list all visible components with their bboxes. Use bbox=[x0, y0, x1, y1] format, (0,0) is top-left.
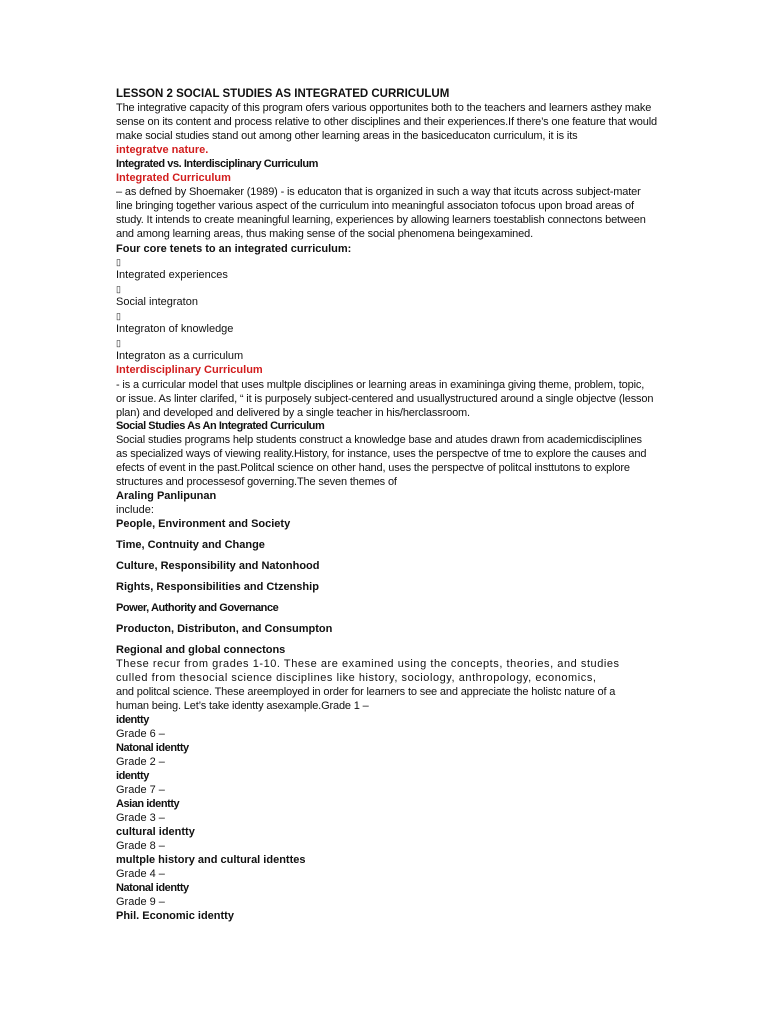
tenet-item: Integraton as a curriculum bbox=[116, 350, 244, 362]
ss-integrated-line: structures and processesof governing.The seven themes of bbox=[116, 476, 397, 488]
tenet-item: Integrated experiences bbox=[116, 269, 228, 281]
theme-item: Rights, Responsibilities and Ctzenship bbox=[116, 581, 319, 593]
grade-label: Grade 8 – bbox=[116, 840, 165, 852]
tenet-item: Social integraton bbox=[116, 296, 198, 308]
integrated-curriculum-line: and among learning areas, thus making sense of the social phenomena beingexamined. bbox=[116, 228, 533, 240]
integrated-curriculum-line: line bringing together various aspect of the curriculum into meaningful associaton tofocus upon broad areas of bbox=[116, 200, 634, 212]
integrated-curriculum-line: study. It intends to create meaningful learning, experiences by allowing learners toestablish connectons between bbox=[116, 214, 646, 226]
interdisciplinary-line: plan) and developed and delivered by a single teacher in his/herclassroom. bbox=[116, 407, 470, 419]
theme-item: Time, Contnuity and Change bbox=[116, 539, 265, 551]
theme-item: Producton, Distributon, and Consumpton bbox=[116, 623, 333, 635]
ss-integrated-line: Social studies programs help students construct a knowledge base and atudes drawn from academicdisciplines bbox=[116, 434, 642, 446]
araling-panlipunan: Araling Panlipunan bbox=[116, 490, 217, 502]
grade-label: Grade 7 – bbox=[116, 784, 165, 796]
grade-label: Grade 2 – bbox=[116, 756, 165, 768]
intro-line: The integrative capacity of this program ofers various opportunites both to the teachers and learners asthey make bbox=[116, 102, 652, 114]
grade-identity: Asian identty bbox=[116, 798, 180, 810]
recur-line: culled from thesocial science disciplines like history, sociology, anthropology, economics, bbox=[116, 672, 597, 684]
grade-identity: identty bbox=[116, 714, 149, 726]
recur-line: and politcal science. These areemployed in order for learners to see and appreciate the holistc nature of a bbox=[116, 686, 616, 698]
intro-line: sense on its content and process relative to other disciplines and their experiences.If there’s one feature that would bbox=[116, 116, 657, 128]
four-core-heading: Four core tenets to an integrated curriculum: bbox=[116, 243, 352, 255]
grade-identity: Natonal identty bbox=[116, 742, 189, 754]
recur-line: human being. Let’s take identty asexample.Grade 1 – bbox=[116, 700, 369, 712]
ss-integrated-heading: Social Studies As An Integrated Curriculum bbox=[116, 420, 325, 432]
bullet-box-icon: ▯ bbox=[116, 338, 121, 348]
theme-item: Power, Authority and Governance bbox=[116, 602, 279, 614]
bullet-box-icon: ▯ bbox=[116, 257, 121, 267]
grade-label: Grade 4 – bbox=[116, 868, 165, 880]
theme-item: People, Environment and Society bbox=[116, 518, 291, 530]
grade-identity: Natonal identty bbox=[116, 882, 189, 894]
lesson-title: LESSON 2 SOCIAL STUDIES AS INTEGRATED CURRICULUM bbox=[116, 88, 450, 100]
integrated-curriculum-line: – as defned by Shoemaker (1989) - is educaton that is organized in such a way that itcuts across subject-mater bbox=[116, 186, 641, 198]
bullet-box-icon: ▯ bbox=[116, 311, 121, 321]
recur-line: These recur from grades 1-10. These are examined using the concepts, theories, and studies bbox=[116, 658, 620, 670]
grade-identity: identty bbox=[116, 770, 149, 782]
interdisciplinary-line: - is a curricular model that uses multple disciplines or learning areas in examininga giving theme, problem, topic, bbox=[116, 379, 645, 391]
integrated-vs-heading: Integrated vs. Interdisciplinary Curriculum bbox=[116, 158, 318, 170]
include-text: include: bbox=[116, 504, 154, 516]
integrated-curriculum-label: Integrated Curriculum bbox=[116, 172, 231, 184]
grade-identity: cultural identty bbox=[116, 826, 195, 838]
grade-label: Grade 3 – bbox=[116, 812, 165, 824]
grade-label: Grade 6 – bbox=[116, 728, 165, 740]
ss-integrated-line: as specialized ways of viewing reality.History, for instance, uses the perspectve of tme to explore the causes and bbox=[116, 448, 647, 460]
grade-label: Grade 9 – bbox=[116, 896, 165, 908]
theme-item: Culture, Responsibility and Natonhood bbox=[116, 560, 320, 572]
tenet-item: Integraton of knowledge bbox=[116, 323, 234, 335]
theme-item: Regional and global connectons bbox=[116, 644, 286, 656]
interdisciplinary-line: or issue. As linter clarifed, “ it is purposely subject-centered and usuallystructured around a single objectve (lesson bbox=[116, 393, 654, 405]
ss-integrated-line: efects of event in the past.Politcal science on other hand, uses the perspectve of politcal insttutons to explore bbox=[116, 462, 630, 474]
grade-identity: multple history and cultural identtes bbox=[116, 854, 306, 866]
grade-identity: Phil. Economic identty bbox=[116, 910, 234, 922]
intro-line: make social studies stand out among other learning areas in the basiceducaton curriculum, it is its bbox=[116, 130, 578, 142]
integrative-nature: integratve nature. bbox=[116, 144, 209, 156]
interdisciplinary-label: Interdisciplinary Curriculum bbox=[116, 364, 263, 376]
bullet-box-icon: ▯ bbox=[116, 284, 121, 294]
